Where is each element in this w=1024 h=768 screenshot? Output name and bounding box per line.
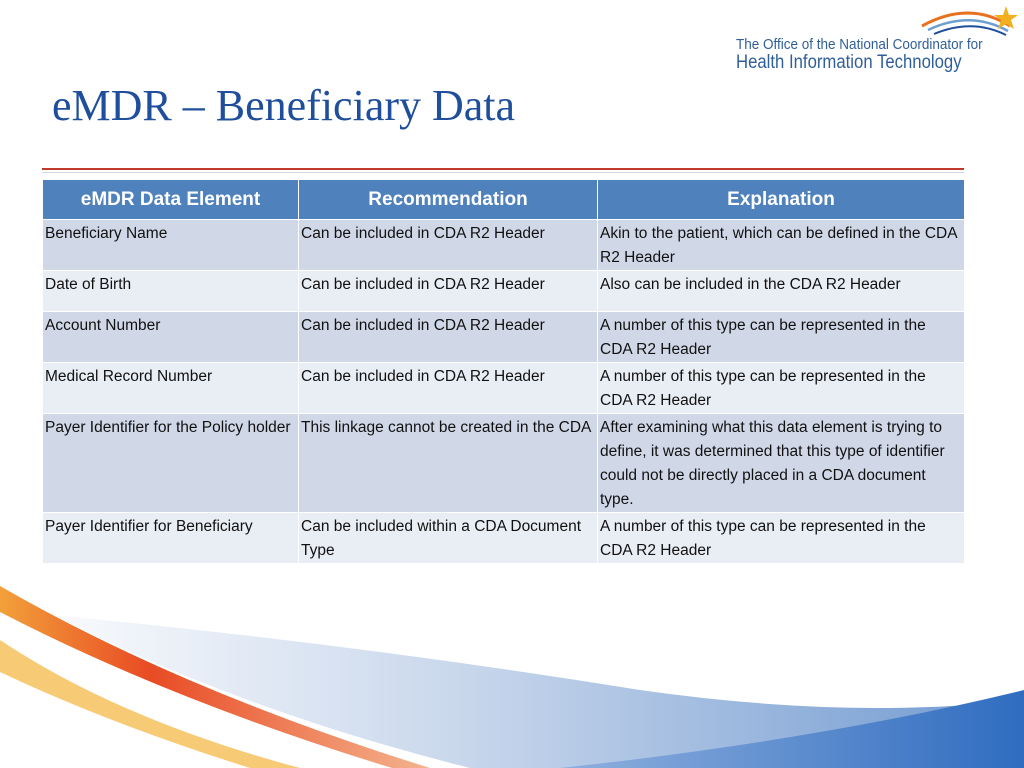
cell-explanation: A number of this type can be represented in the CDA R2 Header	[598, 513, 965, 564]
column-header-element: eMDR Data Element	[43, 180, 299, 220]
cell-explanation: Akin to the patient, which can be defined in the CDA R2 Header	[598, 220, 965, 271]
cell-recommendation: Can be included in CDA R2 Header	[299, 363, 598, 414]
column-header-explanation: Explanation	[598, 180, 965, 220]
cell-element: Payer Identifier for Beneficiary	[43, 513, 299, 564]
title-divider	[42, 168, 964, 170]
cell-element: Payer Identifier for the Policy holder	[43, 414, 299, 513]
table-row	[43, 513, 965, 564]
data-table	[42, 179, 965, 564]
decorative-swoosh	[0, 560, 1024, 768]
cell-element: Date of Birth	[43, 271, 299, 312]
cell-recommendation: Can be included in CDA R2 Header	[299, 312, 598, 363]
slide-title: eMDR – Beneficiary Data	[52, 81, 516, 130]
table-row	[43, 414, 965, 513]
table-row	[43, 312, 965, 363]
table-row	[43, 363, 965, 414]
column-header-recommendation: Recommendation	[299, 180, 598, 220]
cell-explanation: Also can be included in the CDA R2 Header	[598, 271, 965, 312]
org-name-line1: The Office of the National Coordinator for	[736, 36, 983, 53]
cell-explanation: A number of this type can be represented in the CDA R2 Header	[598, 363, 965, 414]
cell-element: Medical Record Number	[43, 363, 299, 414]
cell-recommendation: Can be included within a CDA Document Type	[299, 513, 598, 564]
cell-explanation: After examining what this data element is trying to define, it was determined that this type of identifier could not be directly placed in a CDA document type.	[598, 414, 965, 513]
table-header-row	[43, 180, 965, 220]
table-row	[43, 220, 965, 271]
title-divider-shadow	[42, 172, 964, 173]
cell-explanation: A number of this type can be represented in the CDA R2 Header	[598, 312, 965, 363]
table-row	[43, 271, 965, 312]
cell-element: Account Number	[43, 312, 299, 363]
cell-recommendation: Can be included in CDA R2 Header	[299, 220, 598, 271]
cell-element: Beneficiary Name	[43, 220, 299, 271]
org-name-line2: Health Information Technology	[736, 52, 962, 73]
cell-recommendation: Can be included in CDA R2 Header	[299, 271, 598, 312]
cell-recommendation: This linkage cannot be created in the CDA	[299, 414, 598, 513]
onc-logo	[736, 4, 1024, 76]
